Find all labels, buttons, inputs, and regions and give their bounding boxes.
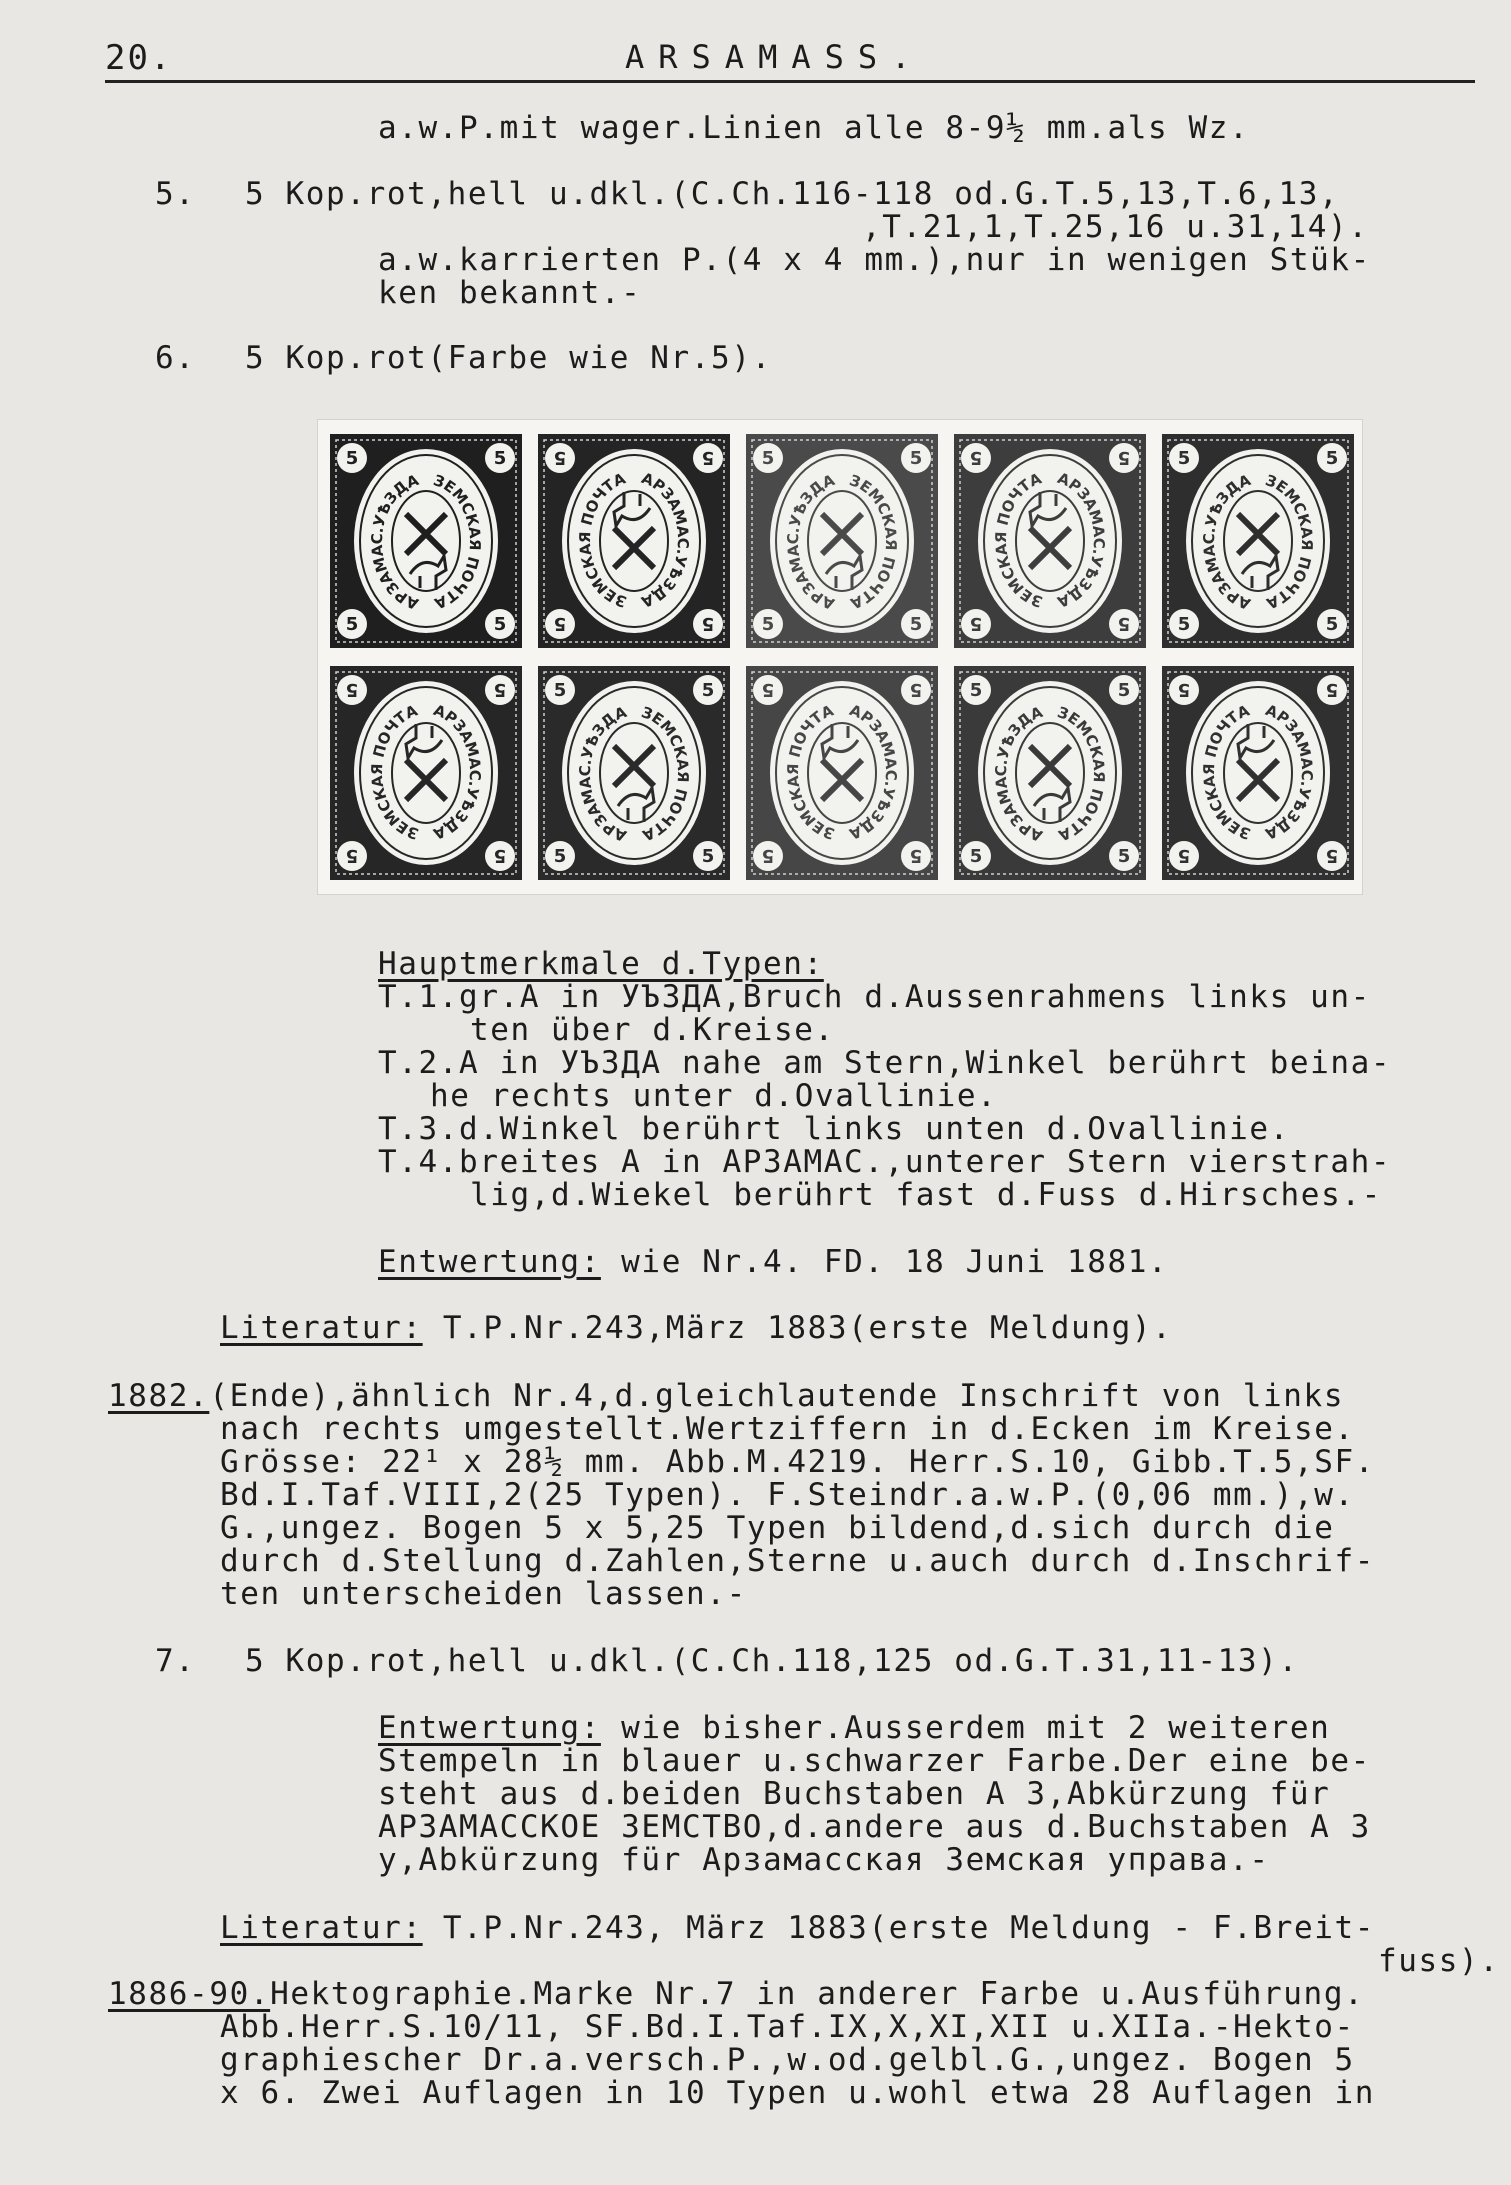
stamp-image	[1160, 664, 1356, 882]
svg-text:5: 5	[909, 614, 923, 635]
svg-text:ЗЕМСКАЯ ПОЧТА: ЗЕМСКАЯ ПОЧТА	[1199, 701, 1253, 843]
item-5-number: 5.	[155, 176, 196, 212]
stamp-image	[952, 664, 1148, 882]
svg-text:5: 5	[761, 614, 775, 635]
svg-text:5: 5	[493, 845, 507, 866]
literatur-2-line-2: fuss).	[1378, 1943, 1500, 1979]
svg-text:5: 5	[1325, 614, 1339, 635]
year-1882-line-6: durch d.Stellung d.Zahlen,Sterne u.auch durch d.Inschrif-	[220, 1543, 1376, 1579]
type-4-line-2: lig,d.Wiekel berührt fast d.Fuss d.Hirsches.-	[470, 1177, 1382, 1213]
entwertung-1	[378, 1246, 1168, 1279]
stamp-plate-photo	[318, 420, 1362, 894]
year-1886-line-3: graphiescher Dr.a.versch.P.,w.od.gelbl.G.,ungez. Bogen 5	[220, 2042, 1355, 2078]
item-7-text: 5 Kop.rot,hell u.dkl.(C.Ch.118,125 od.G.T.31,11-13).	[245, 1643, 1299, 1679]
entwertung-2-line-1	[378, 1712, 1330, 1745]
entwertung-2-text: wie bisher.Ausserdem mit 2 weiteren	[600, 1710, 1331, 1746]
stamp-image	[536, 664, 732, 882]
svg-text:5: 5	[1325, 845, 1339, 866]
svg-text:5: 5	[1177, 845, 1191, 866]
entwertung-1-text: wie Nr.4. FD. 18 Juni 1881.	[600, 1244, 1169, 1280]
svg-text:5: 5	[1325, 679, 1339, 700]
stamp-image	[744, 664, 940, 882]
svg-text:5: 5	[345, 845, 359, 866]
svg-text:ЗЕМСКАЯ ПОЧТА: ЗЕМСКАЯ ПОЧТА	[367, 701, 421, 843]
svg-text:5: 5	[345, 614, 359, 635]
svg-text:5: 5	[969, 680, 983, 701]
year-1886-line-4: x 6. Zwei Auflagen in 10 Typen u.wohl etwa 28 Auflagen in	[220, 2075, 1376, 2111]
svg-text:5: 5	[493, 679, 507, 700]
stamp-image	[536, 432, 732, 650]
literatur-1-label: Literatur:	[220, 1310, 423, 1346]
svg-text:АРЗАМАС.УѢЗДА: АРЗАМАС.УѢЗДА	[430, 701, 485, 844]
item-5-line-2: ,T.21,1,T.25,16 u.31,14).	[862, 209, 1369, 245]
svg-text:ЗЕМСКАЯ ПОЧТА: ЗЕМСКАЯ ПОЧТА	[847, 471, 901, 613]
svg-text:5: 5	[1177, 614, 1191, 635]
svg-text:АРЗАМАС.УѢЗДА: АРЗАМАС.УѢЗДА	[991, 702, 1046, 845]
svg-text:5: 5	[969, 447, 983, 468]
year-1886-line-2: Abb.Herr.S.10/11, SF.Bd.I.Taf.IX,X,XI,XII u.XIIa.-Hekto-	[220, 2009, 1355, 2045]
type-1-line-2: ten über d.Kreise.	[470, 1012, 835, 1048]
type-3: T.3.d.Winkel berührt links unten d.Ovallinie.	[378, 1111, 1290, 1147]
svg-text:5: 5	[969, 613, 983, 634]
svg-text:5: 5	[761, 845, 775, 866]
item-5-line-1: 5 Kop.rot,hell u.dkl.(C.Ch.116-118 od.G.T.5,13,T.6,13,	[245, 176, 1340, 212]
svg-text:5: 5	[553, 613, 567, 634]
svg-text:5: 5	[909, 679, 923, 700]
stamp-image	[952, 432, 1148, 650]
svg-text:5: 5	[969, 846, 983, 867]
item-6-text: 5 Kop.rot(Farbe wie Nr.5).	[245, 340, 772, 376]
svg-text:5: 5	[761, 448, 775, 469]
stamp-image	[744, 432, 940, 650]
svg-text:5: 5	[701, 447, 715, 468]
year-1882-line-1	[108, 1380, 1344, 1413]
svg-text:5: 5	[1325, 448, 1339, 469]
entwertung-2-line-5: y,Abkürzung für Арзамасская Земская управа.-	[378, 1842, 1270, 1878]
svg-text:АРЗАМАС.УѢЗДА: АРЗАМАС.УѢЗДА	[638, 469, 693, 612]
svg-text:АРЗАМАС.УѢЗДА: АРЗАМАС.УѢЗДА	[783, 470, 838, 613]
year-1886-text: Hektographie.Marke Nr.7 in anderer Farbe u.Ausführung.	[270, 1976, 1365, 2012]
stamp-image	[328, 664, 524, 882]
svg-text:АРЗАМАС.УѢЗДА: АРЗАМАС.УѢЗДА	[367, 470, 422, 613]
stamp-image	[1160, 432, 1356, 650]
year-1882-line-4: Bd.I.Taf.VIII,2(25 Typen). F.Steindr.a.w.P.(0,06 mm.),w.	[220, 1477, 1355, 1513]
svg-text:ЗЕМСКАЯ ПОЧТА: ЗЕМСКАЯ ПОЧТА	[991, 469, 1045, 611]
page-number: 20.	[105, 38, 173, 78]
svg-text:ЗЕМСКАЯ ПОЧТА: ЗЕМСКАЯ ПОЧТА	[575, 469, 629, 611]
entwertung-2-label: Entwertung:	[378, 1710, 601, 1746]
svg-text:5: 5	[701, 680, 715, 701]
svg-text:5: 5	[1117, 846, 1131, 867]
year-1886-label: 1886-90.	[108, 1976, 271, 2012]
svg-text:ЗЕМСКАЯ ПОЧТА: ЗЕМСКАЯ ПОЧТА	[1263, 471, 1317, 613]
svg-text:ЗЕМСКАЯ ПОЧТА: ЗЕМСКАЯ ПОЧТА	[1055, 703, 1109, 845]
item-5-line-4: ken bekannt.-	[378, 275, 642, 311]
svg-text:5: 5	[493, 448, 507, 469]
svg-text:5: 5	[701, 846, 715, 867]
svg-text:5: 5	[1177, 448, 1191, 469]
entwertung-2-line-3: steht aus d.beiden Buchstaben A З,Abkürzung für	[378, 1776, 1331, 1812]
svg-text:АРЗАМАС.УѢЗДА: АРЗАМАС.УѢЗДА	[1262, 701, 1317, 844]
svg-text:АРЗАМАС.УѢЗДА: АРЗАМАС.УѢЗДА	[575, 702, 630, 845]
intro-line: a.w.P.mit wager.Linien alle 8-9½ mm.als Wz.	[378, 110, 1250, 146]
literatur-2-text: T.P.Nr.243, März 1883(erste Meldung - F.Breit-	[422, 1910, 1376, 1946]
page-title: ARSAMASS.	[625, 38, 925, 76]
stamp-image	[328, 432, 524, 650]
item-6-number: 6.	[155, 340, 196, 376]
svg-text:5: 5	[1117, 613, 1131, 634]
svg-text:5: 5	[553, 846, 567, 867]
svg-text:5: 5	[493, 614, 507, 635]
literatur-2-line-1	[220, 1912, 1375, 1945]
svg-text:АРЗАМАС.УѢЗДА: АРЗАМАС.УѢЗДА	[1199, 470, 1254, 613]
page-header	[105, 38, 1475, 83]
svg-text:5: 5	[1177, 679, 1191, 700]
svg-text:5: 5	[345, 448, 359, 469]
svg-text:5: 5	[701, 613, 715, 634]
item-5-line-3: a.w.karrierten P.(4 x 4 mm.),nur in wenigen Stük-	[378, 242, 1371, 278]
types-heading: Hauptmerkmale d.Typen:	[378, 946, 824, 982]
entwertung-1-label: Entwertung:	[378, 1244, 601, 1280]
svg-text:5: 5	[1117, 680, 1131, 701]
entwertung-2-line-2: Stempeln in blauer u.schwarzer Farbe.Der eine be-	[378, 1743, 1371, 1779]
svg-text:ЗЕМСКАЯ ПОЧТА: ЗЕМСКАЯ ПОЧТА	[783, 701, 837, 843]
svg-text:ЗЕМСКАЯ ПОЧТА: ЗЕМСКАЯ ПОЧТА	[639, 703, 693, 845]
type-1-line-1: T.1.gr.A in УЪЗДА,Bruch d.Aussenrahmens links un-	[378, 979, 1371, 1015]
entwertung-2-line-4: АРЗАМАССКОЕ ЗЕМСТВО,d.andere aus d.Buchstaben A З	[378, 1809, 1371, 1845]
type-2-line-1: T.2.A in УЪЗДА nahe am Stern,Winkel berührt beina-	[378, 1045, 1392, 1081]
type-4-line-1: T.4.breites A in АРЗАМАС.,unterer Stern vierstrah-	[378, 1144, 1392, 1180]
year-1882-line-3: Grösse: 22¹ x 28½ mm. Abb.M.4219. Herr.S.10, Gibb.T.5,SF.	[220, 1444, 1376, 1480]
type-2-line-2: he rechts unter d.Ovallinie.	[430, 1078, 998, 1114]
svg-text:5: 5	[909, 845, 923, 866]
svg-text:АРЗАМАС.УѢЗДА: АРЗАМАС.УѢЗДА	[1054, 469, 1109, 612]
year-1882-label: 1882.	[108, 1378, 210, 1414]
literatur-1	[220, 1312, 1172, 1345]
year-1882-line-7: ten unterscheiden lassen.-	[220, 1576, 747, 1612]
svg-text:5: 5	[1117, 447, 1131, 468]
year-1882-line-5: G.,ungez. Bogen 5 x 5,25 Typen bildend,d.sich durch die	[220, 1510, 1335, 1546]
literatur-2-label: Literatur:	[220, 1910, 423, 1946]
svg-text:5: 5	[761, 679, 775, 700]
svg-text:АРЗАМАС.УѢЗДА: АРЗАМАС.УѢЗДА	[846, 701, 901, 844]
item-7-number: 7.	[155, 1643, 196, 1679]
year-1882-line-2: nach rechts umgestellt.Wertziffern in d.Ecken im Kreise.	[220, 1411, 1355, 1447]
svg-text:5: 5	[553, 680, 567, 701]
svg-text:5: 5	[909, 448, 923, 469]
literatur-1-text: T.P.Nr.243,März 1883(erste Meldung).	[422, 1310, 1173, 1346]
year-1886-line-1	[108, 1978, 1364, 2011]
svg-text:5: 5	[345, 679, 359, 700]
svg-text:ЗЕМСКАЯ ПОЧТА: ЗЕМСКАЯ ПОЧТА	[431, 471, 485, 613]
year-1882-text: (Ende),ähnlich Nr.4,d.gleichlautende Inschrift von links	[209, 1378, 1345, 1414]
svg-text:5: 5	[553, 447, 567, 468]
